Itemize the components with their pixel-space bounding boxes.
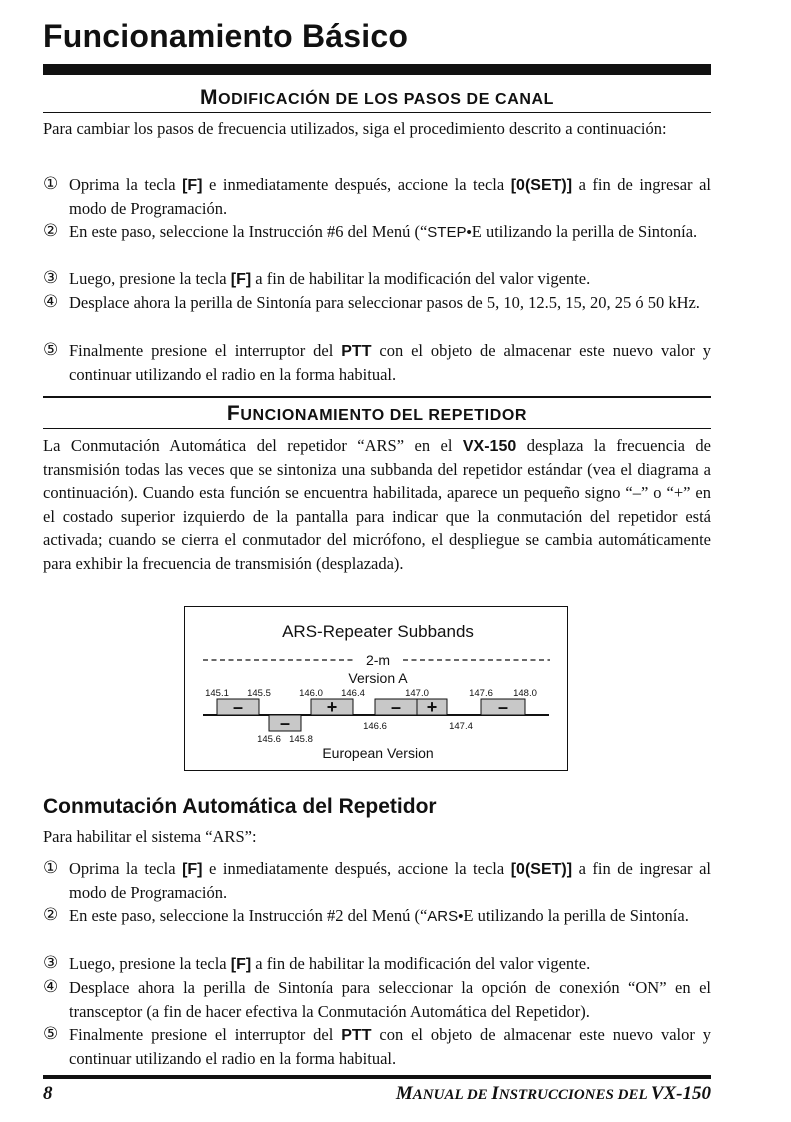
- title-rule: [43, 64, 711, 75]
- minus-sign: –: [497, 697, 509, 717]
- section3-step-5: ⑤ Finalmente presione el interruptor del PTT con el objeto de almacenar este nuevo valor y continuar utilizando el radio en la forma habitual.: [43, 1024, 711, 1068]
- section1-step-5: ⑤ Finalmente presione el interruptor del PTT con el objeto de almacenar este nuevo valor y continuar utilizando el radio en la forma habitual.: [43, 340, 711, 384]
- freq-label: 145.8: [289, 734, 313, 745]
- minus-sign: –: [279, 713, 291, 733]
- version-a-label: Version A: [348, 670, 408, 686]
- freq-label: 147.6: [469, 688, 493, 699]
- diagram-title: ARS-Repeater Subbands: [282, 622, 474, 641]
- ars-subbands-diagram: [184, 606, 568, 771]
- plus-sign: +: [426, 697, 438, 717]
- manual-title: MANUAL DE INSTRUCCIONES DEL VX-150: [395, 1083, 711, 1104]
- page-number: 8: [43, 1083, 53, 1104]
- freq-label: 145.5: [247, 688, 271, 699]
- section1-step-3: ③ Luego, presione la tecla [F] a fin de habilitar la modificación del valor vigente.: [43, 268, 591, 288]
- section3-step-4: ④ Desplace ahora la perilla de Sintonía para seleccionar la opción de conexión “ON” en el transceptor (a fin de hacer efectiva la Conmutación Automática del Repetidor).: [43, 977, 711, 1021]
- freq-label: 147.4: [449, 721, 473, 732]
- freq-label: 146.6: [363, 721, 387, 732]
- freq-label: 148.0: [513, 688, 537, 699]
- freq-label: 146.0: [299, 688, 323, 699]
- section3-step-1: ① Oprima la tecla [F] e inmediatamente después, accione la tecla [0(SET)] a fin de ingresar al modo de Programación.: [43, 858, 711, 902]
- section1-step-1: ① Oprima la tecla [F] e inmediatamente después, accione la tecla [0(SET)] a fin de ingresar al modo de Programación.: [43, 174, 711, 218]
- plus-sign: +: [326, 697, 338, 717]
- freq-label: 147.0: [405, 688, 429, 699]
- section3-heading: Conmutación Automática del Repetidor: [43, 795, 437, 818]
- minus-sign: –: [232, 697, 244, 717]
- section1-intro: Para cambiar los pasos de frecuencia utilizados, siga el procedimiento descrito a continuación:: [43, 119, 667, 138]
- freq-label: 146.4: [341, 688, 365, 699]
- section1-step-2: ② En este paso, seleccione la Instrucción #6 del Menú (“STEP•E utilizando la perilla de Sintonía.: [43, 221, 698, 241]
- band-label: 2-m: [365, 652, 391, 668]
- section2-paragraph: La Conmutación Automática del repetidor “ARS” en el VX-150 desplaza la frecuencia de transmisión todas las veces que se sintoniza una subbanda del repetidor estándar (vea el diagrama a continuación). Cuando esta función se encuentra habilitada, aparece un pequeño signo “–” o “+” en el costado superior izquierdo de la pantalla para indicar que la conmutación del repetidor está activada; cuando se cierra el conmutador del micrófono, el despliegue se cambia automáticamente para exhibir la frecuencia de transmisión (desplazada).: [43, 436, 711, 573]
- european-version-label: European Version: [322, 745, 434, 761]
- section1-step-4: ④ Desplace ahora la perilla de Sintonía para seleccionar pasos de 5, 10, 12.5, 15, 20, 25 ó 50 kHz.: [43, 292, 700, 312]
- section-heading-step-change: MODIFICACIÓN DE LOS PASOS DE CANAL: [43, 86, 711, 113]
- section3-step-3: ③ Luego, presione la tecla [F] a fin de habilitar la modificación del valor vigente.: [43, 953, 591, 973]
- freq-label: 145.1: [205, 688, 229, 699]
- page-title: Funcionamiento Básico: [43, 18, 409, 54]
- freq-label: 145.6: [257, 734, 281, 745]
- minus-sign: –: [390, 697, 402, 717]
- section-heading-repeater: FUNCIONAMIENTO DEL REPETIDOR: [43, 402, 711, 429]
- footer-rule: [43, 1075, 711, 1079]
- section2-top-rule: [43, 396, 711, 398]
- section3-step-2: ② En este paso, seleccione la Instrucción #2 del Menú (“ARS•E utilizando la perilla de Sintonía.: [43, 905, 689, 925]
- section3-intro: Para habilitar el sistema “ARS”:: [43, 827, 257, 846]
